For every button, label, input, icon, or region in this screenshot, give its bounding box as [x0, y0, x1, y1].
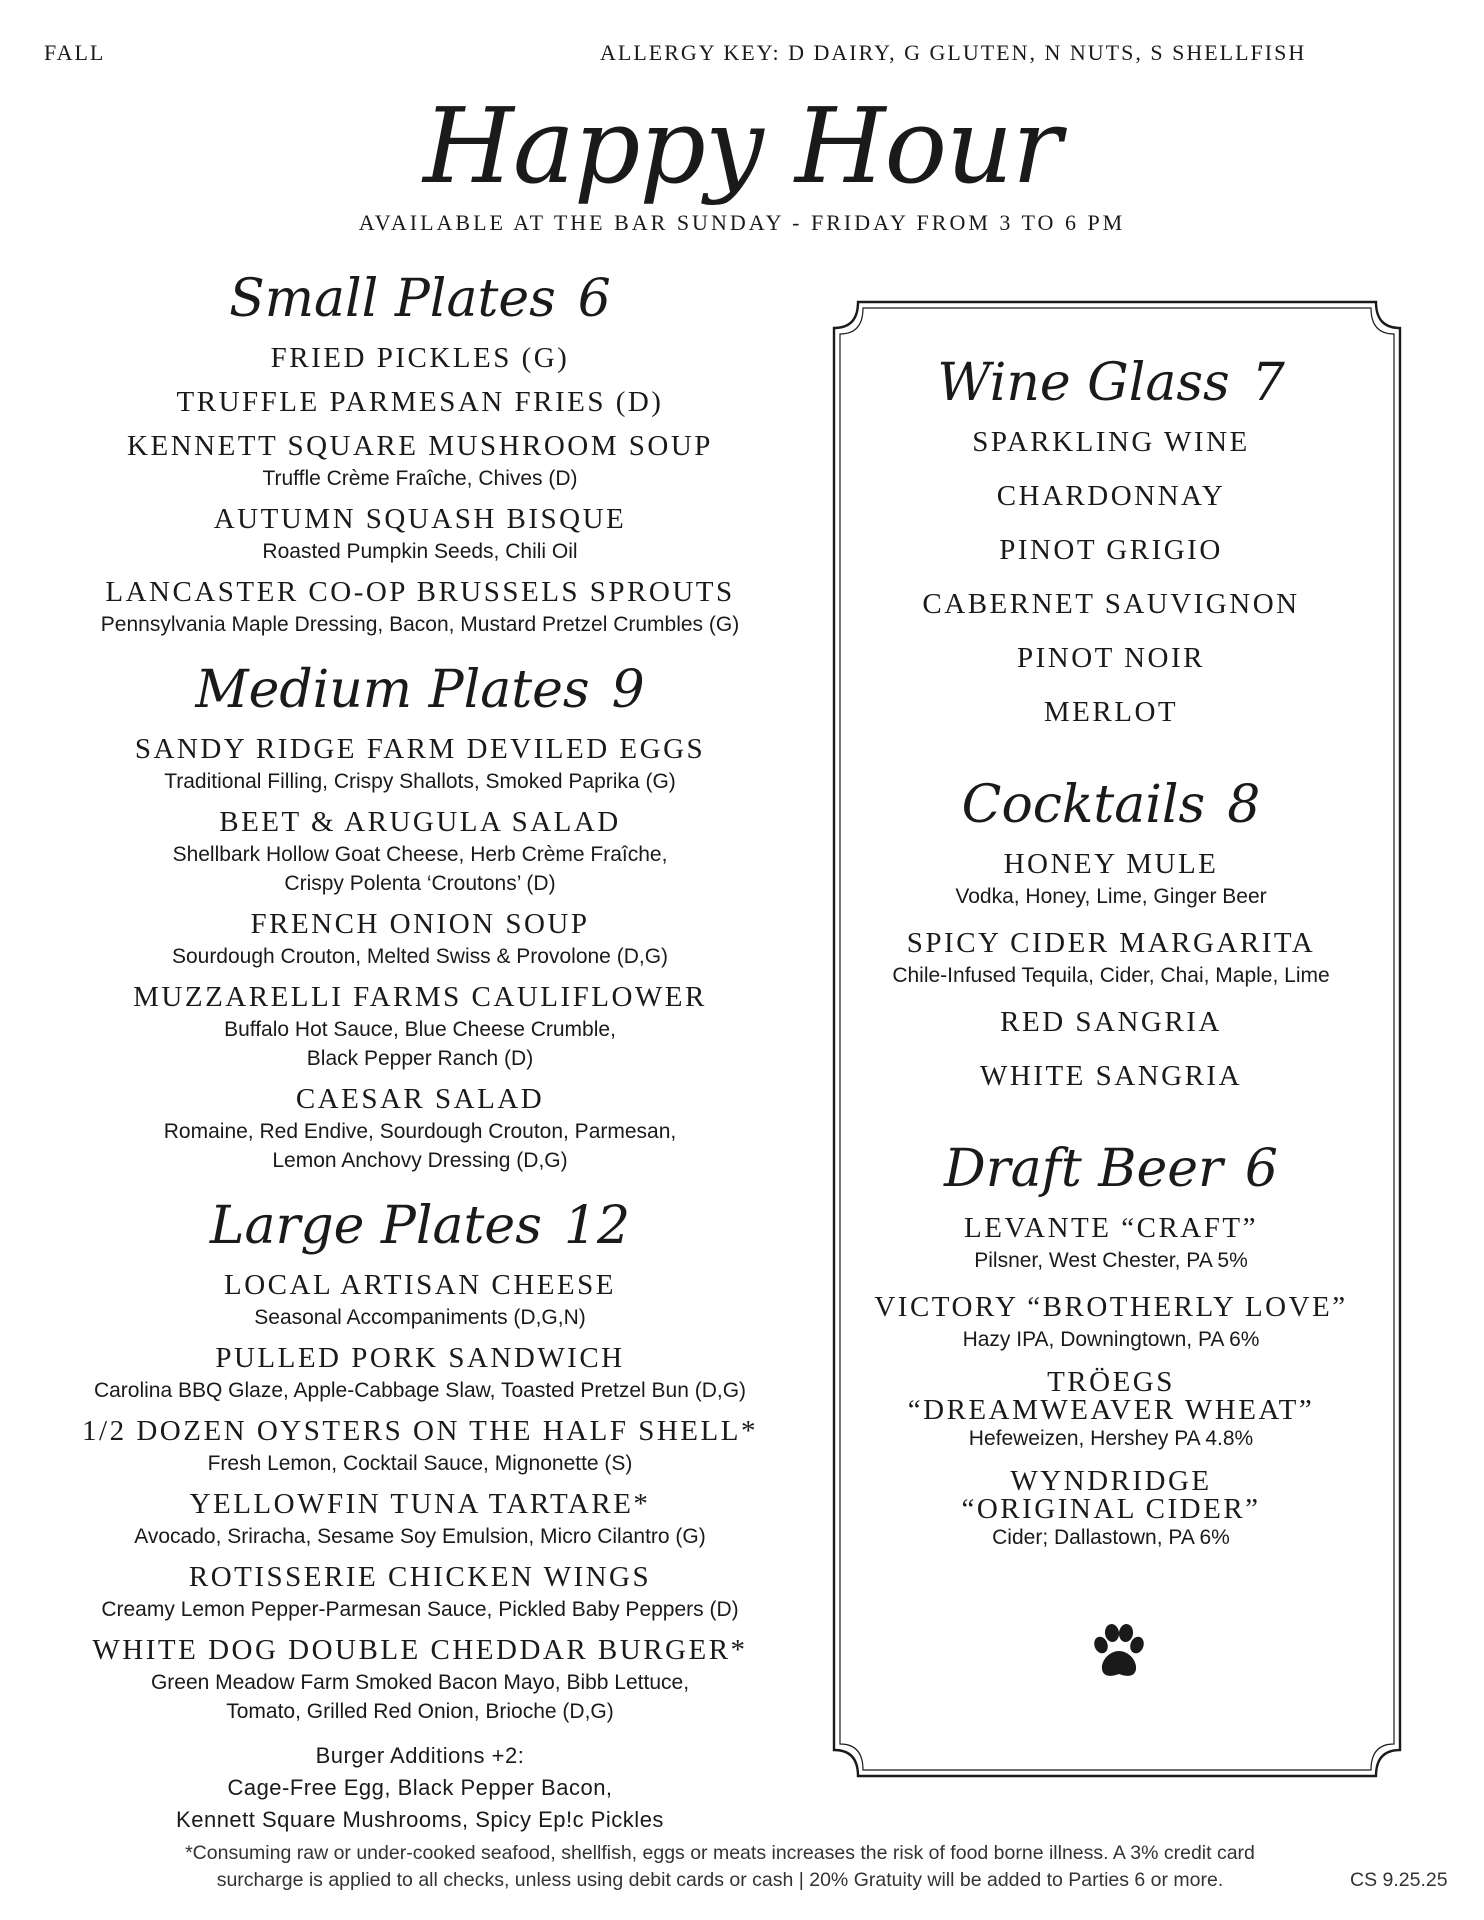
item-name: CHARDONNAY: [996, 480, 1226, 512]
menu-item: [40, 1632, 800, 1726]
item-name: MUZZARELLI FARMS CAULIFLOWER: [133, 981, 707, 1013]
item-name: BEET & ARUGULA SALAD: [219, 806, 621, 838]
draft-beer-section: [852, 1138, 1370, 1552]
menu-item: [40, 1413, 800, 1478]
item-name-line2: “DREAMWEAVER WHEAT”: [907, 1394, 1315, 1426]
item-description: Green Meadow Farm Smoked Bacon Mayo, Bibb Lettuce,: [150, 1671, 690, 1694]
footer-line: *Consuming raw or under-cooked seafood, shellfish, eggs or meats increases the risk of food borne illness. A 3% credit card: [185, 1842, 1255, 1864]
menu-item: [40, 979, 800, 1073]
footer-line: surcharge is applied to all checks, unless using debit cards or cash | 20% Gratuity will be added to Parties 6 or more.: [216, 1869, 1224, 1891]
menu-item: [852, 1058, 1370, 1094]
menu-item: [852, 640, 1370, 676]
item-description: Sourdough Crouton, Melted Swiss & Provolone (D,G): [171, 945, 669, 968]
section-heading: Draft Beer 6: [944, 1139, 1278, 1199]
item-description: Pennsylvania Maple Dressing, Bacon, Mustard Pretzel Crumbles (G): [100, 613, 740, 636]
item-description: Truffle Crème Fraîche, Chives (D): [262, 467, 578, 490]
menu-item: [40, 804, 800, 898]
small-plates-section: [40, 268, 800, 639]
section-price: 8: [1227, 775, 1261, 835]
menu-item: [852, 1004, 1370, 1040]
large-plates-section: [40, 1195, 800, 1836]
item-description: Carolina BBQ Glaze, Apple-Cabbage Slaw, Toasted Pretzel Bun (D,G): [93, 1379, 747, 1402]
burger-additions-line: Cage-Free Egg, Black Pepper Bacon,: [227, 1775, 613, 1800]
section-heading: Small Plates 6: [229, 269, 611, 329]
item-description: Creamy Lemon Pepper-Parmesan Sauce, Pickled Baby Peppers (D): [101, 1598, 739, 1621]
item-description: Shellbark Hollow Goat Cheese, Herb Crème Fraîche,: [172, 843, 668, 866]
section-heading: Medium Plates 9: [195, 660, 645, 720]
item-name-line2: “ORIGINAL CIDER”: [961, 1493, 1261, 1525]
menu-item: [852, 1368, 1370, 1453]
food-column: [40, 268, 800, 1836]
menu-item: [40, 1486, 800, 1551]
menu-item: [40, 1267, 800, 1332]
menu-item: [852, 1467, 1370, 1552]
item-name: TRUFFLE PARMESAN FRIES (D): [176, 386, 664, 418]
item-name: MERLOT: [1043, 696, 1179, 728]
section-price: 9: [611, 660, 645, 720]
menu-item: [852, 694, 1370, 730]
item-name: FRENCH ONION SOUP: [250, 908, 590, 940]
menu-item: [40, 1559, 800, 1624]
section-price: 6: [1244, 1139, 1278, 1199]
availability-note: AVAILABLE AT THE BAR SUNDAY - FRIDAY FROM 3 TO 6 PM: [358, 210, 1126, 235]
menu-item: [852, 925, 1370, 990]
section-price: 7: [1251, 353, 1285, 413]
item-name: LEVANTE “CRAFT”: [964, 1212, 1258, 1244]
item-description: Romaine, Red Endive, Sourdough Crouton, Parmesan,: [163, 1120, 677, 1143]
menu-item: [852, 1210, 1370, 1275]
menu-title: Happy Hour: [423, 85, 1061, 207]
item-name: PINOT NOIR: [1017, 642, 1205, 674]
item-description: Roasted Pumpkin Seeds, Chili Oil: [262, 540, 578, 563]
item-description: Pilsner, West Chester, PA 5%: [974, 1249, 1248, 1272]
item-name: 1/2 DOZEN OYSTERS ON THE HALF SHELL*: [82, 1415, 758, 1447]
section-price: 12: [563, 1196, 631, 1256]
item-name: ROTISSERIE CHICKEN WINGS: [188, 1561, 652, 1593]
section-heading: Large Plates 12: [209, 1196, 631, 1256]
item-description: Seasonal Accompaniments (D,G,N): [254, 1306, 586, 1329]
item-name: SPARKLING WINE: [972, 426, 1250, 458]
footer-disclaimer: [130, 1840, 1310, 1894]
season-label: FALL: [44, 40, 106, 65]
item-name: PULLED PORK SANDWICH: [215, 1342, 625, 1374]
section-price: 6: [577, 269, 611, 329]
paw-print-icon: [1092, 1624, 1146, 1680]
item-name: FRIED PICKLES (G): [270, 342, 570, 374]
menu-item: [852, 532, 1370, 568]
item-description: Vodka, Honey, Lime, Ginger Beer: [955, 885, 1267, 908]
menu-item: [852, 1289, 1370, 1354]
menu-item: [852, 478, 1370, 514]
drinks-column: [852, 352, 1370, 1566]
wine-section: [852, 352, 1370, 730]
burger-additions-line: Kennett Square Mushrooms, Spicy Ep!c Pickles: [176, 1807, 664, 1832]
item-description: Cider; Dallastown, PA 6%: [992, 1526, 1230, 1549]
burger-additions: [40, 1740, 800, 1836]
cocktails-section: [852, 774, 1370, 1094]
item-name: CAESAR SALAD: [295, 1083, 545, 1115]
menu-item: [40, 574, 800, 639]
menu-item: [40, 340, 800, 376]
menu-item: [40, 1340, 800, 1405]
item-name: PINOT GRIGIO: [999, 534, 1223, 566]
burger-additions-title: Burger Additions +2:: [315, 1743, 525, 1768]
item-name: KENNETT SQUARE MUSHROOM SOUP: [127, 430, 713, 462]
item-name: WHITE SANGRIA: [979, 1060, 1243, 1092]
footer-code: CS 9.25.25: [1350, 1869, 1448, 1891]
item-description: Buffalo Hot Sauce, Blue Cheese Crumble,: [224, 1018, 616, 1041]
item-name: SANDY RIDGE FARM DEVILED EGGS: [134, 733, 706, 765]
item-name: LOCAL ARTISAN CHEESE: [224, 1269, 616, 1301]
item-name: AUTUMN SQUASH BISQUE: [213, 503, 627, 535]
item-name: CABERNET SAUVIGNON: [922, 588, 1300, 620]
item-description-line2: Lemon Anchovy Dressing (D,G): [272, 1149, 568, 1172]
item-name: RED SANGRIA: [1000, 1006, 1222, 1038]
menu-item: [852, 586, 1370, 622]
menu-item: [40, 906, 800, 971]
item-description: Traditional Filling, Crispy Shallots, Smoked Paprika (G): [164, 770, 676, 793]
item-name: YELLOWFIN TUNA TARTARE*: [189, 1488, 651, 1520]
menu-item: [40, 1081, 800, 1175]
menu-item: [852, 846, 1370, 911]
menu-item: [852, 424, 1370, 460]
item-description-line2: Tomato, Grilled Red Onion, Brioche (D,G): [226, 1700, 614, 1723]
item-description: Hefeweizen, Hershey PA 4.8%: [968, 1427, 1254, 1450]
medium-plates-section: [40, 659, 800, 1175]
item-description: Avocado, Sriracha, Sesame Soy Emulsion, Micro Cilantro (G): [134, 1525, 706, 1548]
item-description: Fresh Lemon, Cocktail Sauce, Mignonette (S): [207, 1452, 633, 1475]
item-description-line2: Black Pepper Ranch (D): [306, 1047, 534, 1070]
section-heading: Cocktails 8: [961, 775, 1261, 835]
allergy-key: ALLERGY KEY: D DAIRY, G GLUTEN, N NUTS, S SHELLFISH: [600, 40, 1307, 65]
menu-item: [40, 384, 800, 420]
menu-item: [40, 731, 800, 796]
item-description: Hazy IPA, Downingtown, PA 6%: [962, 1328, 1260, 1351]
item-name: VICTORY “BROTHERLY LOVE”: [874, 1291, 1348, 1323]
item-name: TRÖEGS: [1047, 1366, 1175, 1398]
item-name: HONEY MULE: [1003, 848, 1219, 880]
item-name: WHITE DOG DOUBLE CHEDDAR BURGER*: [92, 1634, 748, 1666]
item-name: WYNDRIDGE: [1010, 1465, 1212, 1497]
item-name: LANCASTER CO-OP BRUSSELS SPROUTS: [105, 576, 735, 608]
item-name: SPICY CIDER MARGARITA: [906, 927, 1316, 959]
item-description: Chile-Infused Tequila, Cider, Chai, Maple, Lime: [892, 964, 1330, 987]
menu-item: [40, 428, 800, 493]
section-heading: Wine Glass 7: [937, 353, 1285, 413]
item-description-line2: Crispy Polenta ‘Croutons’ (D): [284, 872, 556, 895]
menu-item: [40, 501, 800, 566]
